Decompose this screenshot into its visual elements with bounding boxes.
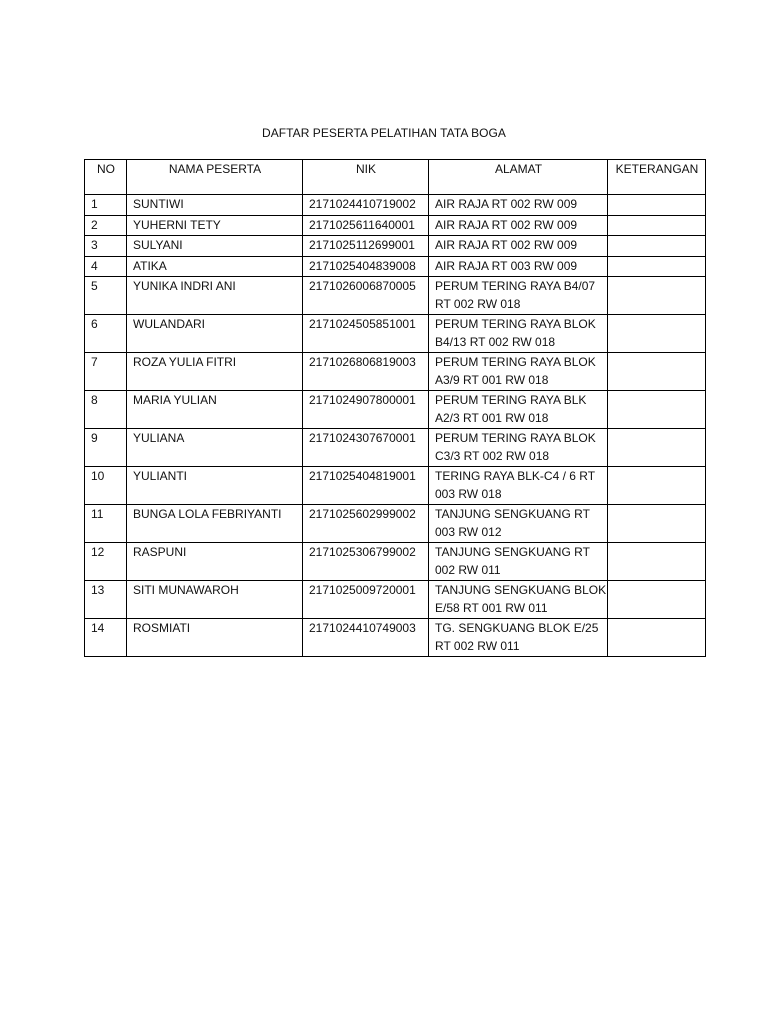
column-header-nama-peserta: NAMA PESERTA	[127, 160, 303, 195]
cell-keterangan	[608, 619, 706, 657]
cell-keterangan	[608, 391, 706, 429]
cell-alamat	[429, 467, 608, 505]
cell-no: 14	[85, 619, 127, 657]
cell-no: 4	[85, 256, 127, 277]
cell-nama-peserta: YULIANA	[127, 429, 303, 467]
cell-nama-peserta: WULANDARI	[127, 315, 303, 353]
alamat-line: RT 002 RW 018	[435, 296, 521, 311]
cell-nama-peserta: ATIKA	[127, 256, 303, 277]
cell-keterangan	[608, 277, 706, 315]
cell-keterangan	[608, 543, 706, 581]
table-row	[85, 581, 706, 619]
alamat-line: PERUM TERING RAYA BLK	[435, 393, 587, 407]
column-header-alamat: ALAMAT	[429, 160, 608, 195]
table-row	[85, 195, 706, 216]
alamat-line: TERING RAYA BLK-C4 / 6 RT	[435, 469, 596, 483]
cell-nama-peserta: RASPUNI	[127, 543, 303, 581]
cell-nik: 2171026806819003	[303, 353, 429, 391]
alamat-line: C3/3 RT 002 RW 018	[435, 448, 550, 463]
participant-table	[84, 159, 706, 657]
table-row	[85, 236, 706, 257]
cell-nik: 2171025602999002	[303, 505, 429, 543]
table-row	[85, 353, 706, 391]
alamat-line: TANJUNG SENGKUANG RT	[435, 545, 590, 559]
table-row	[85, 543, 706, 581]
cell-no: 11	[85, 505, 127, 543]
table-row	[85, 277, 706, 315]
cell-no: 12	[85, 543, 127, 581]
cell-nik: 2171025404839008	[303, 256, 429, 277]
alamat-line: PERUM TERING RAYA BLOK	[435, 355, 596, 369]
alamat-line: TG. SENGKUANG BLOK E/25	[435, 621, 599, 635]
cell-nik: 2171025611640001	[303, 215, 429, 236]
cell-nama-peserta: BUNGA LOLA FEBRIYANTI	[127, 505, 303, 543]
cell-alamat	[429, 543, 608, 581]
cell-alamat	[429, 215, 608, 236]
alamat-line: TANJUNG SENGKUANG BLOK	[435, 583, 607, 597]
column-header-no: NO	[85, 160, 127, 195]
cell-alamat	[429, 505, 608, 543]
cell-keterangan	[608, 256, 706, 277]
cell-nik: 2171024307670001	[303, 429, 429, 467]
cell-nama-peserta: SITI MUNAWAROH	[127, 581, 303, 619]
cell-no: 6	[85, 315, 127, 353]
cell-keterangan	[608, 215, 706, 236]
cell-no: 10	[85, 467, 127, 505]
cell-no: 3	[85, 236, 127, 257]
cell-no: 5	[85, 277, 127, 315]
table-row	[85, 315, 706, 353]
cell-nama-peserta: ROZA YULIA FITRI	[127, 353, 303, 391]
cell-alamat	[429, 619, 608, 657]
cell-keterangan	[608, 236, 706, 257]
alamat-line: 003 RW 012	[435, 524, 502, 539]
column-header-keterangan: KETERANGAN	[608, 160, 706, 195]
cell-no: 2	[85, 215, 127, 236]
cell-keterangan	[608, 315, 706, 353]
cell-keterangan	[608, 353, 706, 391]
cell-nik: 2171024410749003	[303, 619, 429, 657]
alamat-line: A3/9 RT 001 RW 018	[435, 372, 549, 387]
cell-nama-peserta: YUHERNI TETY	[127, 215, 303, 236]
alamat-line: AIR RAJA RT 002 RW 009	[435, 238, 578, 252]
table-row	[85, 215, 706, 236]
cell-nik: 2171025009720001	[303, 581, 429, 619]
alamat-line: PERUM TERING RAYA BLOK	[435, 431, 596, 445]
alamat-line: 003 RW 018	[435, 486, 502, 501]
page-title: DAFTAR PESERTA PELATIHAN TATA BOGA	[262, 126, 506, 140]
alamat-line: AIR RAJA RT 003 RW 009	[435, 258, 578, 273]
cell-nik: 2171025112699001	[303, 236, 429, 257]
cell-alamat	[429, 256, 608, 277]
cell-alamat	[429, 429, 608, 467]
table-row	[85, 619, 706, 657]
cell-alamat	[429, 236, 608, 257]
cell-alamat	[429, 315, 608, 353]
cell-nama-peserta: SUNTIWI	[127, 195, 303, 216]
cell-keterangan	[608, 429, 706, 467]
table-row	[85, 391, 706, 429]
alamat-line: PERUM TERING RAYA B4/07	[435, 279, 596, 293]
table-row	[85, 256, 706, 277]
cell-no: 1	[85, 195, 127, 216]
alamat-line: AIR RAJA RT 002 RW 009	[435, 197, 578, 211]
table-row	[85, 429, 706, 467]
cell-nama-peserta: YULIANTI	[127, 467, 303, 505]
column-header-nik: NIK	[303, 160, 429, 195]
table-header-row	[85, 160, 706, 195]
cell-alamat	[429, 391, 608, 429]
alamat-line: PERUM TERING RAYA BLOK	[435, 317, 596, 331]
cell-nik: 2171024907800001	[303, 391, 429, 429]
alamat-line: B4/13 RT 002 RW 018	[435, 334, 556, 349]
cell-nik: 2171025306799002	[303, 543, 429, 581]
cell-no: 13	[85, 581, 127, 619]
cell-alamat	[429, 581, 608, 619]
cell-alamat	[429, 195, 608, 216]
alamat-line: E/58 RT 001 RW 011	[435, 600, 548, 615]
table-row	[85, 467, 706, 505]
cell-nik: 2171024505851001	[303, 315, 429, 353]
cell-nama-peserta: MARIA YULIAN	[127, 391, 303, 429]
cell-keterangan	[608, 581, 706, 619]
cell-no: 9	[85, 429, 127, 467]
cell-nama-peserta: ROSMIATI	[127, 619, 303, 657]
cell-keterangan	[608, 195, 706, 216]
cell-alamat	[429, 277, 608, 315]
cell-alamat	[429, 353, 608, 391]
cell-nik: 2171025404819001	[303, 467, 429, 505]
alamat-line: TANJUNG SENGKUANG RT	[435, 507, 590, 521]
table-row	[85, 505, 706, 543]
cell-nama-peserta: YUNIKA INDRI ANI	[127, 277, 303, 315]
table-body	[85, 195, 706, 657]
cell-nik: 2171024410719002	[303, 195, 429, 216]
alamat-line: A2/3 RT 001 RW 018	[435, 410, 549, 425]
cell-no: 7	[85, 353, 127, 391]
alamat-line: AIR RAJA RT 002 RW 009	[435, 217, 578, 232]
cell-nik: 2171026006870005	[303, 277, 429, 315]
cell-keterangan	[608, 505, 706, 543]
alamat-line: 002 RW 011	[435, 562, 501, 577]
cell-nama-peserta: SULYANI	[127, 236, 303, 257]
cell-keterangan	[608, 467, 706, 505]
alamat-line: RT 002 RW 011	[435, 638, 520, 653]
cell-no: 8	[85, 391, 127, 429]
